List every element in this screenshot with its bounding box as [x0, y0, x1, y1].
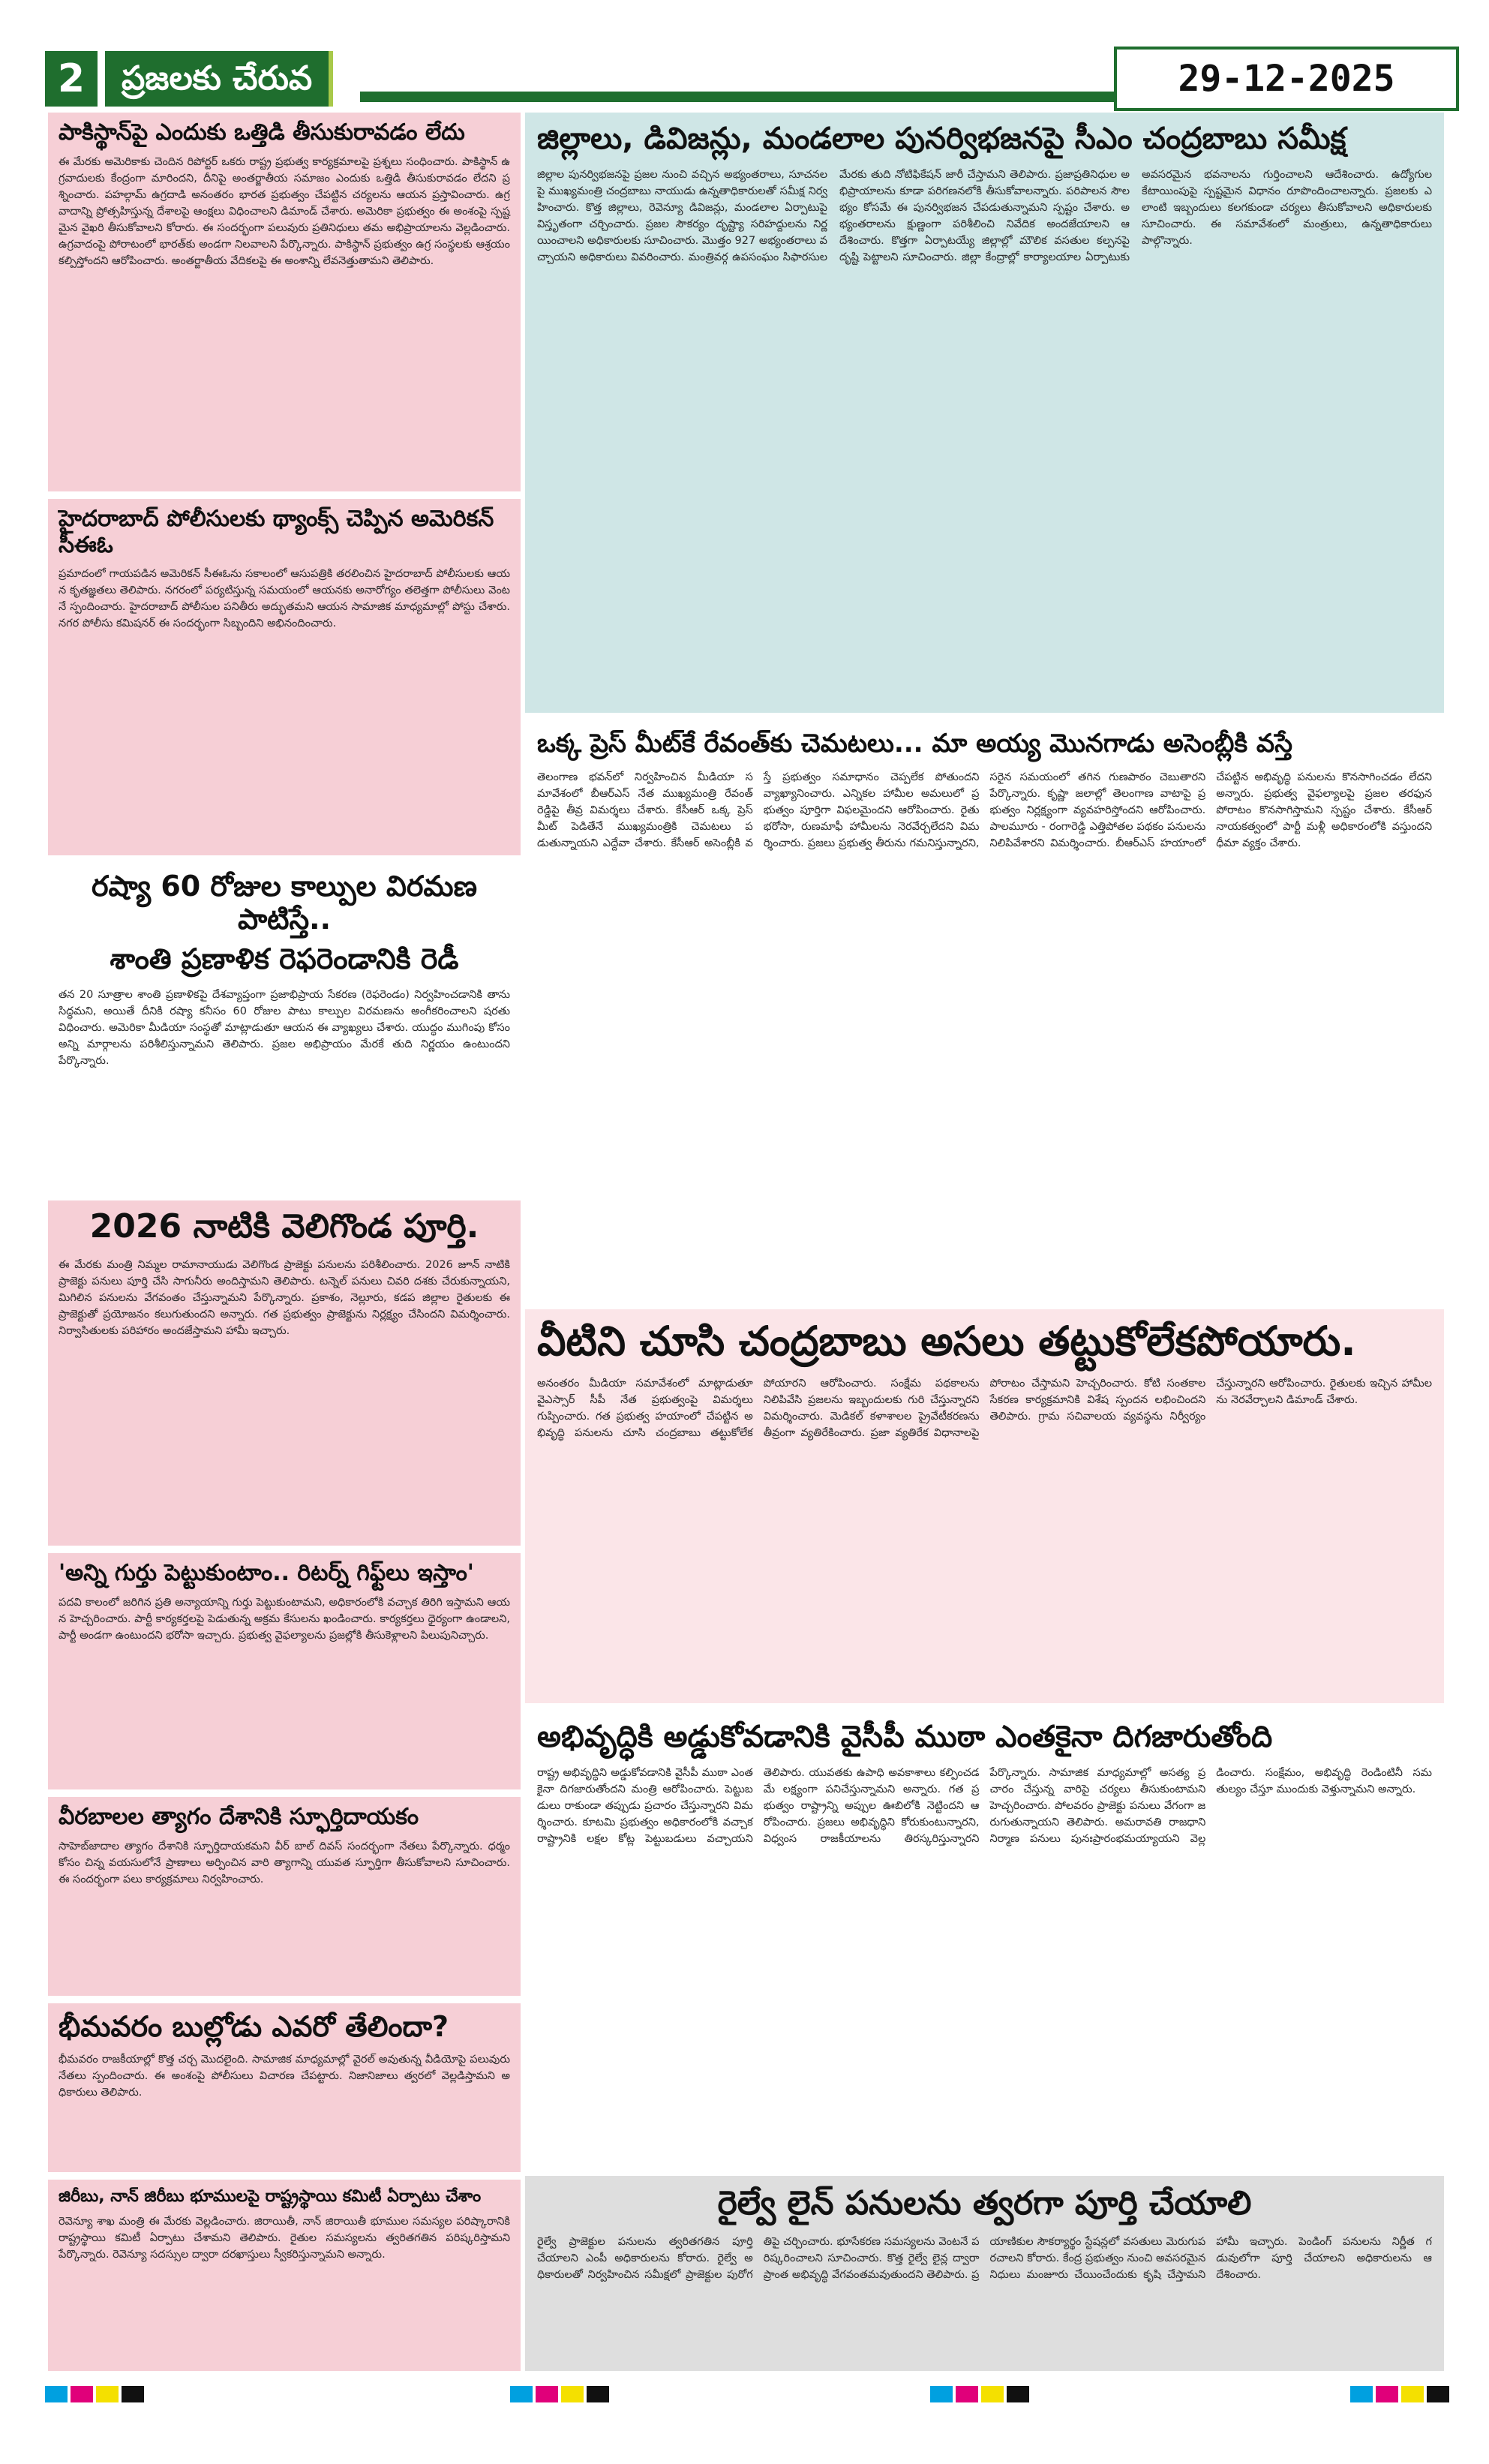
swatch-yellow — [96, 2386, 119, 2402]
swatch-yellow-4 — [1401, 2386, 1424, 2402]
paper-name: ప్రజలకు చేరువ — [105, 51, 333, 107]
body-jiribu-lands: రెవెన్యూ శాఖ మంత్రి ఈ మేరకు వెల్లడించారు. జిరాయితీ, నాన్ జిరాయితీ భూముల సమస్యల పరిష్కారానికి రాష్ట్రస్థాయి కమిటీ ఏర్పాటు చేశామని తెలిపారు. రైతుల సమస్యలను త్వరితగతిన పరిష్కరిస్తామని పేర్కొన్నారు. రెవెన్యూ సదస్సుల ద్వారా దరఖాస్తులు స్వీకరిస్తున్నామని అన్నారు. — [59, 2216, 510, 2261]
swatch-black-4 — [1427, 2386, 1449, 2402]
headline-return-gifts: 'అన్ని గుర్తు పెట్టుకుంటాం.. రిటర్న్ గిఫ్ట్‌లు ఇస్తాం' — [59, 1560, 474, 1586]
swatch-cyan-2 — [510, 2386, 533, 2402]
body-veerabalala: సాహెబ్‌జాదాల త్యాగం దేశానికి స్ఫూర్తిదాయకమని వీర్ బాల్ దివస్ సందర్భంగా నేతలు పేర్కొన్నారు. ధర్మం కోసం చిన్న వయసులోనే ప్రాణాలు అర్పించిన వారి త్యాగాన్ని యువత స్ఫూర్తిగా తీసుకోవాలని సూచించారు. ఈ సందర్భంగా పలు కార్యక్రమాలు నిర్వహించారు. — [59, 1840, 510, 1886]
article-russia — [48, 863, 521, 1193]
article-chandrababu-ysrcp — [525, 1309, 1444, 1703]
body-veligonda: ఈ మేరకు మంత్రి నిమ్మల రామానాయుడు వెలిగొండ ప్రాజెక్టు పనులను పరిశీలించారు. 2026 జూన్ నాటికి ప్రాజెక్టు పనులు పూర్తి చేసి సాగునీరు అందిస్తామని తెలిపారు. టన్నెల్ పనులు చివరి దశకు చేరుకున్నాయని, మిగిలిన పనులను వేగవంతం చేస్తున్నామని పేర్కొన్నారు. ప్రకాశం, నెల్లూరు, కడప జిల్లాల రైతులకు ఈ ప్రాజెక్టుతో ప్రయోజనం కలుగుతుందని అన్నారు. గత ప్రభుత్వం ప్రాజెక్టును నిర్లక్ష్యం చేసిందని విమర్శించారు. నిర్వాసితులకు పరిహారం అందజేస్తామని హామీ ఇచ్చారు. — [59, 1258, 510, 1337]
article-revanth — [525, 720, 1444, 1302]
headline-development: అభివృద్ధికి అడ్డుకోవడానికి వైసీపీ ముఠా ఎంతకైనా దిగజారుతోంది — [537, 1720, 1273, 1754]
body-district-reorganization: జిల్లాల పునర్విభజనపై ప్రజల నుంచి వచ్చిన అభ్యంతరాలు, సూచనలపై ముఖ్యమంత్రి చంద్రబాబు నాయుడు ఉన్నతాధికారులతో సమీక్ష నిర్వహించారు. కొత్త జిల్లాలు, రెవెన్యూ డివిజన్లు, మండలాల ఏర్పాటుపై విస్తృతంగా చర్చించారు. ప్రజల సౌకర్యం దృష్ట్యా సరిహద్దులను నిర్ణయించాలని అధికారులకు సూచించారు. మొత్తం 927 అభ్యంతరాలు వచ్చాయని అధికారులు వివరించారు. మంత్రివర్గ ఉపసంఘం సిఫారసుల మేరకు తుది నోటిఫికేషన్ జారీ చేస్తామని తెలిపారు. ప్రజాప్రతినిధుల అభిప్రాయాలను కూడా పరిగణనలోకి తీసుకోవాలన్నారు. పరిపాలన సౌలభ్యం కోసమే ఈ పునర్విభజన చేపడుతున్నామని స్పష్టం చేశారు. అభ్యంతరాలను క్షుణ్ణంగా పరిశీలించి నివేదిక అందజేయాలని ఆదేశించారు. కొత్తగా ఏర్పాటయ్యే జిల్లాల్లో మౌలిక వసతుల కల్పనపై దృష్టి పెట్టాలని సూచించారు. జిల్లా కేంద్రాల్లో కార్యాలయాల ఏర్పాటుకు అవసరమైన భవనాలను గుర్తించాలని ఆదేశించారు. ఉద్యోగుల కేటాయింపుపై స్పష్టమైన విధానం రూపొందించాలన్నారు. ప్రజలకు ఎలాంటి ఇబ్బందులు కలగకుండా చర్యలు తీసుకోవాలని అధికారులకు సూచించారు. ఈ సమావేశంలో మంత్రులు, ఉన్నతాధికారులు పాల్గొన్నారు. — [537, 169, 1432, 264]
headline-district-reorganization: జిల్లాలు, డివిజన్లు, మండలాల పునర్విభజనపై సీఎం చంద్రబాబు సమీక్ష — [537, 122, 1346, 156]
swatch-magenta — [71, 2386, 93, 2402]
article-veligonda — [48, 1200, 521, 1546]
headline-veligonda: 2026 నాటికి వెలిగొండ పూర్తి. — [89, 1207, 479, 1246]
headline-hyderabad-police: హైదరాబాద్ పోలీసులకు థ్యాంక్స్ చెప్పిన అమెరికన్ సీఈఓ — [59, 506, 494, 558]
swatch-magenta-4 — [1376, 2386, 1398, 2402]
article-veerabalala — [48, 1797, 521, 1996]
swatch-cyan-4 — [1350, 2386, 1373, 2402]
article-district-reorganization — [525, 113, 1444, 713]
swatch-black-2 — [587, 2386, 609, 2402]
body-bhimavaram: భీమవరం రాజకీయాల్లో కొత్త చర్చ మొదలైంది. సామాజిక మాధ్యమాల్లో వైరల్ అవుతున్న వీడియోపై పలువురు నేతలు స్పందించారు. ఈ అంశంపై పోలీసులు విచారణ చేపట్టారు. నిజానిజాలు త్వరలో వెల్లడిస్తామని అధికారులు తెలిపారు. — [59, 2053, 510, 2099]
article-jiribu-lands — [48, 2180, 521, 2371]
swatch-magenta-3 — [956, 2386, 978, 2402]
body-revanth: తెలంగాణ భవన్‌లో నిర్వహించిన మీడియా సమావేశంలో బీఆర్ఎస్ నేత ముఖ్యమంత్రి రేవంత్ రెడ్డిపై తీవ్ర విమర్శలు చేశారు. కేసీఆర్ ఒక్క ప్రెస్ మీట్ పెడితేనే ముఖ్యమంత్రికి చెమటలు పడుతున్నాయని ఎద్దేవా చేశారు. కేసీఆర్ అసెంబ్లీకి వస్తే ప్రభుత్వం సమాధానం చెప్పలేక పోతుందని వ్యాఖ్యానించారు. ఎన్నికల హామీల అమలులో ప్రభుత్వం పూర్తిగా విఫలమైందని ఆరోపించారు. రైతు భరోసా, రుణమాఫీ హామీలను నెరవేర్చలేదని విమర్శించారు. ప్రజలు ప్రభుత్వ తీరును గమనిస్తున్నారని, సరైన సమయంలో తగిన గుణపాఠం చెబుతారని పేర్కొన్నారు. కృష్ణా జలాల్లో తెలంగాణ వాటాపై ప్రభుత్వం నిర్లక్ష్యంగా వ్యవహరిస్తోందని ఆరోపించారు. పాలమూరు - రంగారెడ్డి ఎత్తిపోతల పథకం పనులను నిలిపివేశారని విమర్శించారు. బీఆర్ఎస్ హయాంలో చేపట్టిన అభివృద్ధి పనులను కొనసాగించడం లేదని అన్నారు. ప్రభుత్వ వైఫల్యాలపై ప్రజల తరఫున పోరాటం కొనసాగిస్తామని స్పష్టం చేశారు. కేసీఆర్ నాయకత్వంలో పార్టీ మళ్లీ అధికారంలోకి వస్తుందని ధీమా వ్యక్తం చేశారు. — [537, 771, 1432, 850]
swatch-black-3 — [1007, 2386, 1029, 2402]
body-return-gifts: పదవి కాలంలో జరిగిన ప్రతి అన్యాయాన్ని గుర్తు పెట్టుకుంటామని, అధికారంలోకి వచ్చాక తిరిగి ఇస్తామని ఆయన హెచ్చరించారు. పార్టీ కార్యకర్తలపై పెడుతున్న అక్రమ కేసులను ఖండించారు. కార్యకర్తలు ధైర్యంగా ఉండాలని, పార్టీ అండగా ఉంటుందని భరోసా ఇచ్చారు. ప్రభుత్వ వైఫల్యాలను ప్రజల్లోకి తీసుకెళ్లాలని పిలుపునిచ్చారు. — [59, 1596, 510, 1642]
headline-chandrababu-ysrcp: వీటిని చూసి చంద్రబాబు అసలు తట్టుకోలేకపోయారు. — [537, 1318, 1356, 1365]
edition-date: 29-12-2025 — [1114, 47, 1459, 111]
body-pakistan: ఈ మేరకు అమెరికాకు చెందిన రిపోర్టర్ ఒకరు రాష్ట్ర ప్రభుత్వ కార్యక్రమాలపై ప్రశ్నలు సంధించారు. పాకిస్థాన్ ఉగ్రవాదులకు కేంద్రంగా మారిందని, దీనిపై అంతర్జాతీయ సమాజం ఎందుకు ఒత్తిడి తీసుకురావడం లేదని ప్రశ్నించారు. పహల్గామ్ ఉగ్రదాడి అనంతరం భారత ప్రభుత్వం చేపట్టిన చర్యలను ఆయన ప్రస్తావించారు. ఉగ్రవాదాన్ని ప్రోత్సహిస్తున్న దేశాలపై ఆంక్షలు విధించాలని డిమాండ్ చేశారు. అమెరికా ప్రభుత్వం ఈ అంశంపై స్పష్టమైన వైఖరి తీసుకోవాలని కోరారు. ఈ సందర్భంగా పలువురు ప్రతినిధులు తమ అభిప్రాయాలను వెల్లడించారు. ఉగ్రవాదంపై పోరాటంలో భారత్‌కు అండగా నిలవాలని పేర్కొన్నారు. పాకిస్థాన్ ప్రభుత్వం ఉగ్ర సంస్థలకు ఆశ్రయం కల్పిస్తోందని ఆరోపించారు. అంతర్జాతీయ వేదికలపై ఈ అంశాన్ని లేవనెత్తుతామని తెలిపారు. — [59, 155, 510, 267]
swatch-black — [122, 2386, 144, 2402]
article-pakistan — [48, 113, 521, 491]
article-hyderabad-police — [48, 499, 521, 855]
body-hyderabad-police: ప్రమాదంలో గాయపడిన అమెరికన్ సీఈఓను సకాలంలో ఆసుపత్రికి తరలించిన హైదరాబాద్ పోలీసులకు ఆయన కృతజ్ఞతలు తెలిపారు. నగరంలో పర్యటిస్తున్న సమయంలో ఆయనకు అనారోగ్యం తలెత్తగా పోలీసులు వెంటనే స్పందించారు. హైదరాబాద్ పోలీసుల పనితీరు అద్భుతమని ఆయన సామాజిక మాధ్యమాల్లో పోస్టు చేశారు. నగర పోలీసు కమిషనర్ ఈ సందర్భంగా సిబ్బందిని అభినందించారు. — [59, 568, 510, 630]
headline-russia-2: శాంతి ప్రణాళిక రెఫరెండానికి రెడీ — [110, 942, 459, 976]
headline-pakistan: పాకిస్థాన్‌పై ఎందుకు ఒత్తిడి తీసుకురావడం లేదు — [59, 119, 465, 146]
right-column — [525, 113, 1444, 2371]
article-return-gifts — [48, 1553, 521, 1789]
body-chandrababu-ysrcp: అనంతరం మీడియా సమావేశంలో మాట్లాడుతూ వైఎస్సార్ సీపీ నేత ప్రభుత్వంపై విమర్శలు గుప్పించారు. గత ప్రభుత్వ హయాంలో చేపట్టిన అభివృద్ధి పనులను చూసి చంద్రబాబు తట్టుకోలేకపోయారని ఆరోపించారు. సంక్షేమ పథకాలను నిలిపివేసి ప్రజలను ఇబ్బందులకు గురి చేస్తున్నారని విమర్శించారు. మెడికల్ కళాశాలల ప్రైవేటీకరణను తీవ్రంగా వ్యతిరేకించారు. ప్రజా వ్యతిరేక విధానాలపై పోరాటం చేస్తామని హెచ్చరించారు. కోటి సంతకాల సేకరణ కార్యక్రమానికి విశేష స్పందన లభించిందని తెలిపారు. గ్రామ సచివాలయ వ్యవస్థను నిర్వీర్యం చేస్తున్నారని ఆరోపించారు. రైతులకు ఇచ్చిన హామీలను నెరవేర్చాలని డిమాండ్ చేశారు. — [537, 1378, 1432, 1440]
swatch-yellow-2 — [561, 2386, 584, 2402]
masthead-rule — [360, 92, 1118, 102]
headline-jiribu-lands: జిరీబు, నాన్ జిరీబు భూములపై రాష్ట్రస్థాయి కమిటీ ఏర్పాటు చేశాం — [59, 2187, 482, 2206]
headline-veerabalala: వీరబాలల త్యాగం దేశానికి స్ఫూర్తిదాయకం — [59, 1804, 419, 1830]
page-number: 2 — [45, 51, 98, 107]
body-railway: రైల్వే ప్రాజెక్టుల పనులను త్వరితగతిన పూర్తి చేయాలని ఎంపీ అధికారులను కోరారు. రైల్వే అధికారులతో నిర్వహించిన సమీక్షలో ప్రాజెక్టుల పురోగతిపై చర్చించారు. భూసేకరణ సమస్యలను వెంటనే పరిష్కరించాలని సూచించారు. కొత్త రైల్వే లైన్ల ద్వారా ప్రాంత అభివృద్ధి వేగవంతమవుతుందని తెలిపారు. ప్రయాణికుల సౌకర్యార్థం స్టేషన్లలో వసతులు మెరుగుపరచాలని కోరారు. కేంద్ర ప్రభుత్వం నుంచి అవసరమైన నిధులు మంజూరు చేయించేందుకు కృషి చేస్తామని హామీ ఇచ్చారు. పెండింగ్ పనులను నిర్ణీత గడువులోగా పూర్తి చేయాలని అధికారులను ఆదేశించారు. — [537, 2235, 1432, 2281]
masthead — [45, 47, 1459, 114]
headline-revanth: ఒక్క ప్రెస్ మీట్‌కే రేవంత్‌కు చెమటలు... మా అయ్య మొనగాడు అసెంబ్లీకి వస్తే — [537, 729, 1292, 759]
article-railway — [525, 2176, 1444, 2371]
article-development — [525, 1711, 1444, 2168]
swatch-cyan — [45, 2386, 68, 2402]
left-column — [48, 113, 521, 2371]
body-russia: తన 20 సూత్రాల శాంతి ప్రణాళికపై దేశవ్యాప్తంగా ప్రజాభిప్రాయ సేకరణ (రెఫరెండం) నిర్వహించడానికి తాను సిద్ధమని, అయితే దీనికి రష్యా కనీసం 60 రోజుల పాటు కాల్పుల విరమణను అంగీకరించాలని షరతు విధించారు. అమెరికా మీడియా సంస్థతో మాట్లాడుతూ ఆయన ఈ వ్యాఖ్యలు చేశారు. యుద్ధం ముగింపు కోసం అన్ని మార్గాలను పరిశీలిస్తున్నామని తెలిపారు. ప్రజల అభిప్రాయం మేరకే తుది నిర్ణయం ఉంటుందని పేర్కొన్నారు. — [59, 989, 510, 1068]
swatch-magenta-2 — [536, 2386, 558, 2402]
headline-russia-1: రష్యా 60 రోజుల కాల్పుల విరమణ పాటిస్తే.. — [91, 870, 478, 936]
swatch-yellow-3 — [981, 2386, 1004, 2402]
headline-railway: రైల్వే లైన్ పనులను త్వరగా పూర్తి చేయాలి — [717, 2184, 1252, 2222]
body-development: రాష్ట్ర అభివృద్ధిని అడ్డుకోవడానికి వైసీపీ ముఠా ఎంతకైనా దిగజారుతోందని మంత్రి ఆరోపించారు. పెట్టుబడులు రాకుండా తప్పుడు ప్రచారం చేస్తున్నారని విమర్శించారు. కూటమి ప్రభుత్వం అధికారంలోకి వచ్చాక రాష్ట్రానికి లక్షల కోట్ల పెట్టుబడులు వచ్చాయని తెలిపారు. యువతకు ఉపాధి అవకాశాలు కల్పించడమే లక్ష్యంగా పనిచేస్తున్నామని అన్నారు. గత ప్రభుత్వం రాష్ట్రాన్ని అప్పుల ఊబిలోకి నెట్టిందని ఆరోపించారు. ప్రజలు అభివృద్ధిని కోరుకుంటున్నారని, విధ్వంస రాజకీయాలను తిరస్కరిస్తున్నారని పేర్కొన్నారు. సామాజిక మాధ్యమాల్లో అసత్య ప్రచారం చేస్తున్న వారిపై చర్యలు తీసుకుంటామని హెచ్చరించారు. పోలవరం ప్రాజెక్టు పనులు వేగంగా జరుగుతున్నాయని తెలిపారు. అమరావతి రాజధాని నిర్మాణ పనులు పునఃప్రారంభమయ్యాయని వెల్లడించారు. సంక్షేమం, అభివృద్ధి రెండింటినీ సమతుల్యం చేస్తూ ముందుకు వెళ్తున్నామని అన్నారు. — [537, 1767, 1432, 1846]
article-bhimavaram — [48, 2003, 521, 2172]
headline-bhimavaram: భీమవరం బుల్లోడు ఎవరో తేలిందా? — [59, 2010, 449, 2043]
registration-strip — [45, 2386, 1455, 2402]
swatch-cyan-3 — [930, 2386, 953, 2402]
